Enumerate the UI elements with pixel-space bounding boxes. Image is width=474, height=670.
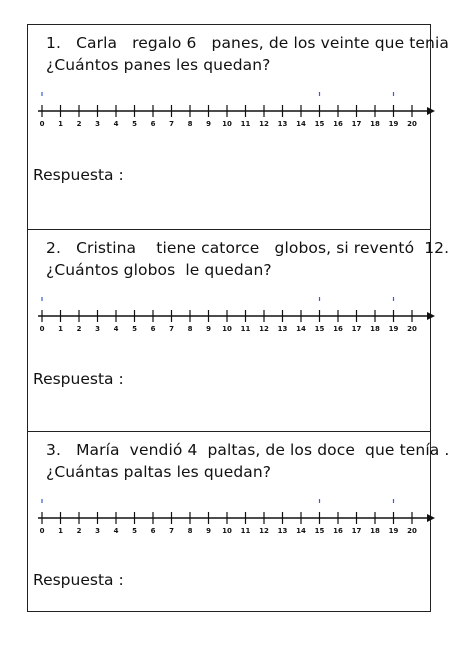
tick-label: 15	[314, 120, 325, 128]
tick-label: 19	[388, 325, 399, 333]
tick-label: 16	[333, 527, 343, 535]
tick-label: 5	[132, 325, 137, 333]
answer-label: Respuesta :	[33, 166, 124, 184]
tick-label: 18	[370, 120, 380, 128]
worksheet	[27, 24, 450, 612]
question-text: 1. Carla regalo 6 panes, de los veinte que tenia	[46, 34, 449, 52]
question-prompt: ¿Cuántos globos le quedan?	[46, 261, 272, 279]
tick-label: 11	[240, 527, 251, 535]
question-prompt: ¿Cuántos panes les quedan?	[46, 56, 271, 74]
tick-label: 10	[222, 527, 232, 535]
tick-label: 16	[333, 325, 343, 333]
tick-label: 15	[314, 527, 325, 535]
tick-label: 8	[187, 120, 193, 128]
tick-label: 10	[222, 120, 232, 128]
problem-2	[27, 229, 450, 432]
tick-label: 11	[240, 120, 251, 128]
tick-label: 14	[296, 120, 306, 128]
number-line	[34, 296, 434, 336]
tick-label: 7	[169, 527, 174, 535]
tick-label: 17	[351, 527, 362, 535]
tick-label: 18	[370, 527, 380, 535]
tick-label: 0	[39, 120, 45, 128]
tick-label: 7	[169, 325, 174, 333]
tick-label: 18	[370, 325, 380, 333]
tick-label: 13	[277, 527, 288, 535]
number-line	[34, 498, 434, 538]
number-line	[34, 91, 434, 131]
tick-label: 4	[113, 527, 119, 535]
tick-label: 6	[150, 325, 156, 333]
tick-label: 4	[113, 120, 119, 128]
tick-label: 3	[95, 120, 100, 128]
tick-label: 14	[296, 325, 306, 333]
answer-label: Respuesta :	[33, 370, 124, 388]
tick-label: 6	[150, 120, 156, 128]
tick-label: 20	[407, 325, 417, 333]
arrow-right-icon	[427, 107, 435, 115]
question-prompt: ¿Cuántas paltas les quedan?	[46, 463, 272, 481]
problem-1	[27, 24, 449, 230]
tick-label: 9	[206, 120, 211, 128]
tick-label: 5	[132, 120, 137, 128]
number-line-svg	[34, 296, 434, 336]
tick-label: 14	[296, 527, 306, 535]
tick-label: 12	[259, 120, 269, 128]
tick-label: 7	[169, 120, 174, 128]
tick-label: 2	[76, 325, 82, 333]
answer-label: Respuesta :	[33, 571, 124, 589]
tick-label: 8	[187, 325, 193, 333]
arrow-right-icon	[427, 312, 435, 320]
tick-label: 12	[259, 325, 269, 333]
tick-label: 11	[240, 325, 251, 333]
tick-label: 17	[351, 120, 362, 128]
tick-label: 15	[314, 325, 325, 333]
tick-label: 12	[259, 527, 269, 535]
tick-label: 2	[76, 120, 82, 128]
tick-label: 6	[150, 527, 156, 535]
tick-label: 10	[222, 325, 232, 333]
tick-label: 1	[58, 120, 63, 128]
tick-label: 19	[388, 527, 399, 535]
tick-label: 9	[206, 325, 211, 333]
number-line-svg	[34, 498, 434, 538]
question-text: 3. María vendió 4 paltas, de los doce que tenía .	[46, 441, 450, 459]
tick-label: 0	[39, 325, 45, 333]
tick-label: 17	[351, 325, 362, 333]
tick-label: 2	[76, 527, 82, 535]
number-line-svg	[34, 91, 434, 131]
tick-label: 13	[277, 120, 288, 128]
tick-label: 13	[277, 325, 288, 333]
tick-label: 8	[187, 527, 193, 535]
tick-label: 4	[113, 325, 119, 333]
tick-label: 19	[388, 120, 399, 128]
tick-label: 1	[58, 527, 63, 535]
tick-label: 3	[95, 325, 100, 333]
tick-label: 16	[333, 120, 343, 128]
tick-label: 1	[58, 325, 63, 333]
tick-label: 9	[206, 527, 211, 535]
tick-label: 0	[39, 527, 45, 535]
tick-label: 20	[407, 120, 417, 128]
arrow-right-icon	[427, 514, 435, 522]
tick-label: 5	[132, 527, 137, 535]
question-text: 2. Cristina tiene catorce globos, si reventó 12.	[46, 239, 450, 257]
tick-label: 3	[95, 527, 100, 535]
tick-label: 20	[407, 527, 417, 535]
problem-3	[27, 431, 450, 612]
